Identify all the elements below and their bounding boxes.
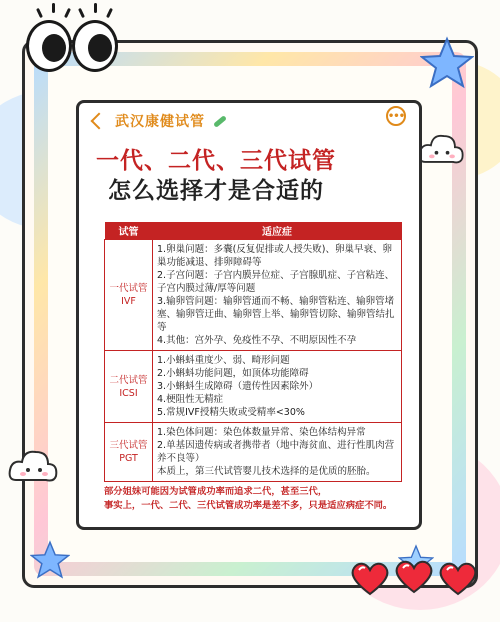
footer-note [104,485,402,513]
title-line-2: 怎么选择才是合适的 [108,178,324,204]
row-name-en: ICSI [119,387,138,399]
left-pupil-icon [42,34,66,62]
table-row [105,423,402,482]
indication-line: 3.输卵管问题：输卵管通而不畅、输卵管粘连、输卵管堵塞、输卵管迂曲、输卵管上举、输卵管切除、输卵管结扎等 [157,296,395,333]
star-icon [420,36,474,90]
indication-table [104,222,402,482]
row-name-icsi [105,351,153,423]
row-name-cn: 一代试管 [109,283,148,294]
cloud-face-icon [8,446,60,486]
eyelash-icon [106,8,113,18]
row-name-ivf [105,240,153,351]
indication-line: 3.小蝌蚪生成障碍（遗传性因素除外） [157,381,319,392]
brand-name: 武汉康健试管 [115,114,205,130]
heart-icon [350,560,390,596]
eyelash-icon [94,3,97,13]
heart-icon [394,558,434,594]
indication-line: 1.染色体问题：染色体数量异常、染色体结构异常 [157,427,366,438]
table-row [105,240,402,351]
row-name-pgt [105,423,153,482]
row-name-cn: 三代试管 [109,440,148,451]
indication-line: 4.其他：宫外孕、免疫性不孕、不明原因性不孕 [157,335,357,346]
footer-line-1: 部分姐妹可能因为试管成功率而追求二代，甚至三代， [104,486,328,497]
table-row [105,351,402,423]
row-name-en: IVF [121,296,136,307]
test-tube-icon [213,115,227,128]
column-header-tube: 试管 [105,222,153,240]
eyelash-icon [52,3,55,13]
cloud-face-icon [418,130,466,168]
eyelash-icon [78,8,85,18]
back-arrow-icon[interactable] [91,113,108,130]
indication-line: 本质上，第三代试管婴儿技术选择的是优质的胚胎。 [157,466,376,477]
indication-line: 5.常规IVF授精失败或受精率<30% [157,407,305,418]
indication-line: 2.小蝌蚪功能问题，如顶体功能障碍 [157,368,309,379]
row-name-en: PGT [119,453,138,464]
row-indications [153,240,402,351]
eyelash-icon [36,8,43,18]
right-pupil-icon [88,34,112,62]
row-name-cn: 二代试管 [109,374,148,386]
eyelash-icon [64,8,71,18]
column-header-indication: 适应症 [153,222,402,240]
more-options-icon[interactable]: ••• [386,106,406,126]
star-icon [30,540,70,580]
footer-line-2: 事实上，一代、二代、三代试管成功率是差不多，只是适应病症不同。 [104,500,393,511]
indication-line: 1.卵巢问题：多囊(反复促排或人授失败)、卵巢早衰、卵巢功能减退、排卵障碍等 [157,244,392,268]
heart-icon [438,560,478,596]
title-line-1: 一代、二代、三代试管 [96,148,336,174]
indication-line: 1.小蝌蚪重度少、弱、畸形问题 [157,355,290,366]
row-indications [153,423,402,482]
row-indications [153,351,402,423]
indication-line: 4.梗阻性无精症 [157,394,224,405]
indication-line: 2.单基因遗传病或者携带者（地中海贫血、进行性肌肉营养不良等） [157,440,395,464]
indication-line: 2.子宫问题：子宫内膜异位症、子宫腺肌症、子宫粘连、子宫内膜过薄/厚等问题 [157,270,395,294]
table-header-row [105,222,402,240]
header-bar [93,111,227,131]
